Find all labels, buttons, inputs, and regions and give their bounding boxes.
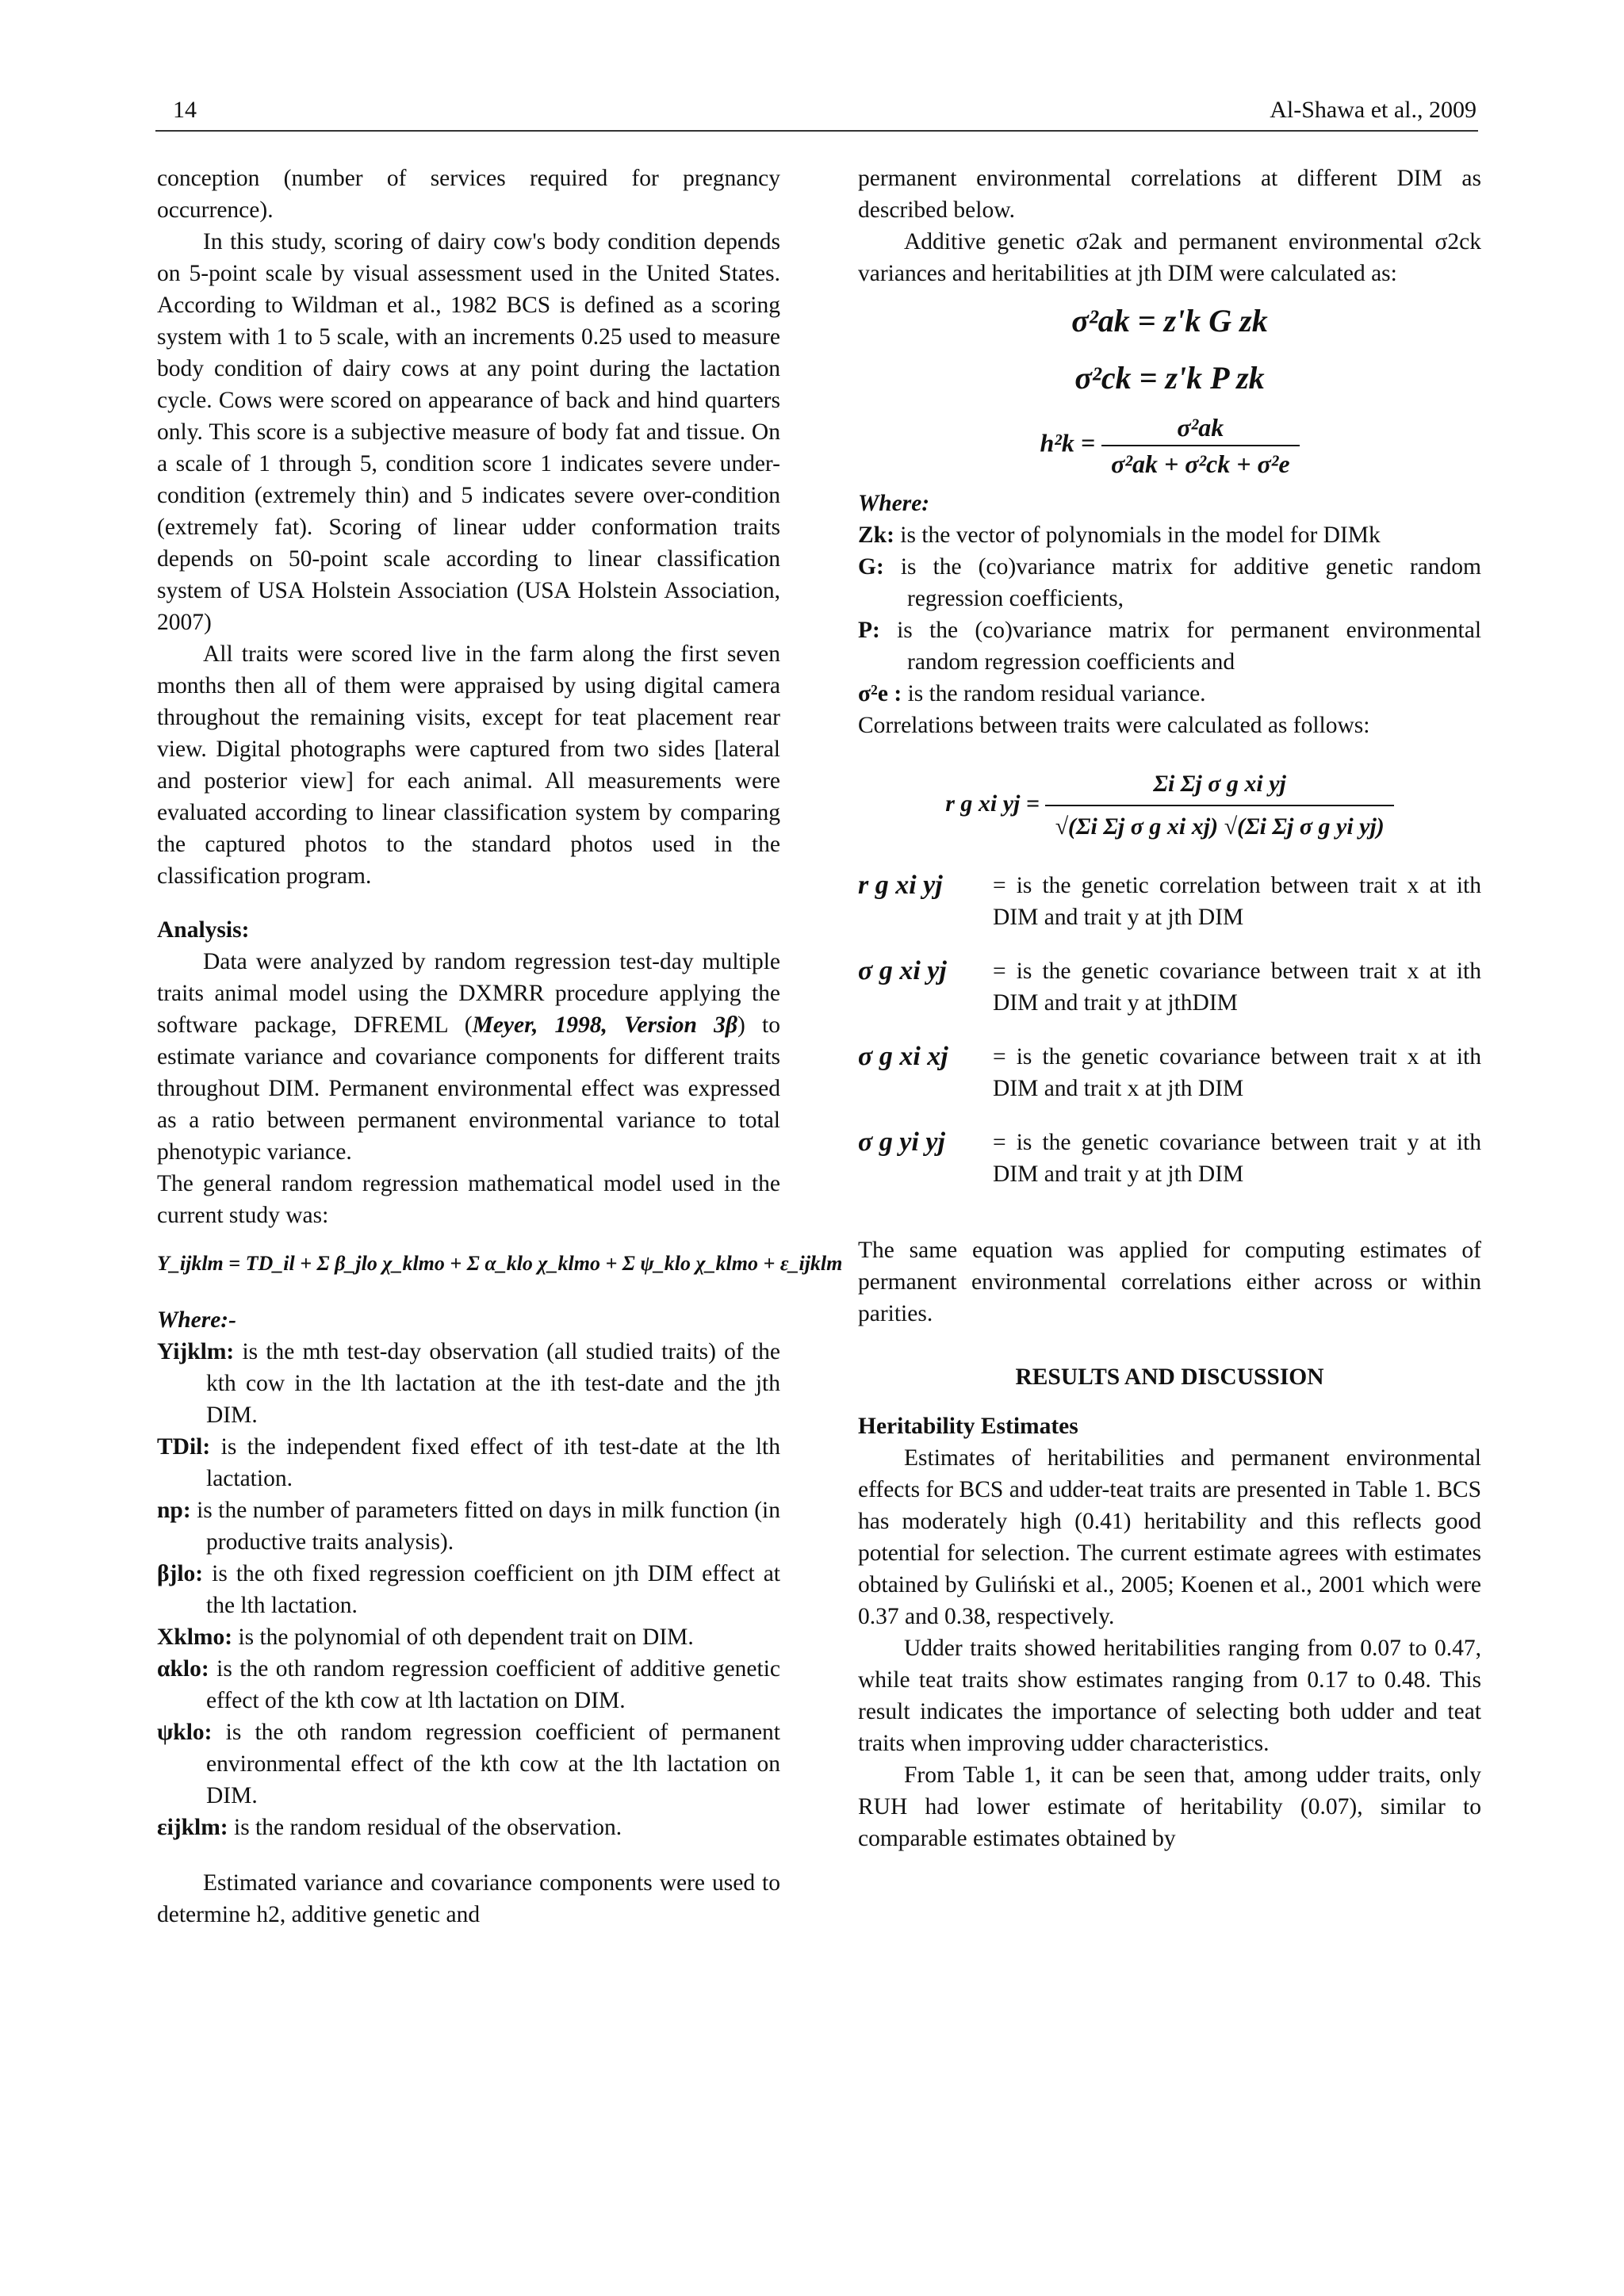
definition-item	[858, 614, 1481, 678]
definition-item	[157, 1653, 780, 1716]
variable-text: = is the genetic covariance between trait y at ith DIM and trait y at jth DIM	[993, 1130, 1481, 1187]
fraction-denominator: σ²ak + σ²ck + σ²e	[1111, 450, 1290, 478]
definition-item	[157, 1431, 780, 1494]
citation: Meyer, 1998, Version 3β	[472, 1012, 738, 1038]
paragraph: The same equation was applied for computing estimates of permanent environmental correlations either across or within parities.	[858, 1238, 1481, 1326]
paragraph: All traits were scored live in the farm along the first seven months then all of them were appraised by using digital camera throughout the remaining visits, except for teat placement rear view. Digital photographs were captured from two sides [lateral and posterior view] for each animal. All measurements were evaluated according to linear classification system by comparing the captured photos to the standard photos used in the classification program.	[157, 641, 780, 889]
heritability-lhs: h²k =	[1040, 428, 1096, 457]
model-equation: Y_ijklm = TD_il + Σ β_jlo χ_klmo + Σ α_klo χ_klmo + Σ ψ_klo χ_klmo + ε_ijklm	[157, 1252, 843, 1275]
variable-definition	[858, 870, 1481, 933]
equation-heritability	[858, 410, 1481, 481]
variable-definition	[858, 955, 1481, 1019]
definition-text: is the independent fixed effect of ith test-date at the lth lactation.	[206, 1434, 781, 1491]
paragraph: From Table 1, it can be seen that, among udder traits, only RUH had lower estimate of heritability (0.07), similar to comparable estimates obtained by	[858, 1762, 1481, 1851]
variable-text: = is the genetic covariance between trait x at ith DIM and trait x at jth DIM	[993, 1044, 1481, 1101]
equation-genetic-variance: σ²ak = z'k G zk	[1071, 303, 1268, 339]
paragraph: Estimated variance and covariance components were used to determine h2, additive genetic and	[157, 1870, 780, 1927]
definition-symbol: αklo:	[157, 1656, 209, 1682]
page-header	[155, 94, 1478, 132]
definition-text: is the vector of polynomials in the model for DIMk	[900, 522, 1381, 548]
definition-item	[858, 519, 1481, 551]
definition-item	[157, 1812, 780, 1843]
variable-symbol: σ g xi yj	[858, 956, 947, 985]
section-heading-analysis: Analysis:	[157, 917, 250, 943]
definition-text: is the (co)variance matrix for permanent environmental random regression coefficients and	[897, 618, 1482, 675]
equation-permanent-variance: σ²ck = z'k P zk	[1074, 360, 1265, 396]
paragraph: Data were analyzed by random regression test-day multiple traits animal model using the DXMRR procedure applying the software package, DFREML (Meyer, 1998, Version 3β) to estimate variance and covariance components for different traits throughout DIM. Permanent environmental effect was expressed as a ratio between permanent environmental variance to total phenotypic variance.	[157, 949, 780, 1165]
paragraph: In this study, scoring of dairy cow's body condition depends on 5-point scale by visual assessment used in the United States. According to Wildman et al., 1982 BCS is defined as a scoring system with 1 to 5 scale, with an increments 0.25 used to measure body condition of dairy cows at any point during the lactation cycle. Cows were scored on appearance of back and hind quarters only. This score is a subjective measure of body fat and tissue. On a scale of 1 through 5, condition score 1 indicates severe under-condition (extremely thin) and 5 indicates severe over-condition (extremely fat). Scoring of linear udder conformation traits depends on 50-point scale according to linear classification system of USA Holstein Association (USA Holstein Association, 2007)	[157, 229, 780, 635]
right-column	[858, 163, 1481, 1854]
definition-item	[157, 1621, 780, 1653]
definition-symbol: Yijklm:	[157, 1339, 235, 1364]
left-column	[157, 163, 843, 1931]
definition-item	[157, 1716, 780, 1812]
variable-text: = is the genetic covariance between trait x at ith DIM and trait y at jthDIM	[993, 959, 1481, 1016]
definition-symbol: TDil:	[157, 1434, 211, 1460]
paragraph: Correlations between traits were calculated as follows:	[858, 713, 1370, 738]
variable-symbol: σ g xi xj	[858, 1042, 948, 1071]
paragraph: permanent environmental correlations at different DIM as described below.	[858, 166, 1481, 223]
definition-list	[858, 519, 1481, 710]
definition-text: is the oth random regression coefficient of permanent environmental effect of the kth cow at the lth lactation on DIM.	[206, 1720, 780, 1808]
paragraph: The general random regression mathematical model used in the current study was:	[157, 1171, 780, 1228]
running-head: Al-Shawa et al., 2009	[1270, 97, 1477, 123]
paragraph: Additive genetic σ2ak and permanent environmental σ2ck variances and heritabilities at jth DIM were calculated as:	[858, 229, 1481, 286]
definition-text: is the random residual of the observation.	[234, 1815, 622, 1840]
definition-symbol: βjlo:	[157, 1561, 204, 1586]
definition-item	[157, 1558, 780, 1621]
definition-item	[157, 1494, 780, 1558]
section-heading-results: RESULTS AND DISCUSSION	[1015, 1364, 1324, 1390]
fraction-numerator: σ²ak	[1101, 410, 1299, 446]
definition-text: is the (co)variance matrix for additive genetic random regression coefficients,	[900, 554, 1481, 611]
fraction-numerator: Σi Σj σ g xi yj	[1045, 763, 1393, 806]
variable-definition	[858, 1127, 1481, 1190]
definition-text: is the mth test-day observation (all studied traits) of the kth cow in the lth lactation at the ith test-date and the jth DIM.	[206, 1339, 780, 1428]
paragraph: Estimates of heritabilities and permanent environmental effects for BCS and udder-teat traits are presented in Table 1. BCS has moderately high (0.41) heritability and this reflects good potential for selection. The current estimate agrees with estimates obtained by Guliński et al., 2005; Koenen et al., 2001 which were 0.37 and 0.38, respectively.	[858, 1445, 1481, 1629]
page-number: 14	[173, 97, 197, 123]
variable-symbol: r g xi yj	[858, 871, 943, 900]
definition-text: is the oth random regression coefficient of additive genetic effect of the kth cow at lth lactation on DIM.	[206, 1656, 781, 1713]
variable-definitions	[858, 870, 1481, 1190]
definition-symbol: G:	[858, 554, 884, 580]
definition-symbol: P:	[858, 618, 880, 643]
definition-symbol: σ²e :	[858, 681, 902, 706]
definition-text: is the number of parameters fitted on days in milk function (in productive traits analysis).	[197, 1498, 780, 1555]
definition-item	[858, 678, 1481, 710]
definition-symbol: εijklm:	[157, 1815, 228, 1840]
paragraph: Udder traits showed heritabilities ranging from 0.07 to 0.47, while teat traits show estimates ranging from 0.17 to 0.48. This result indicates the importance of selecting both udder and teat traits when improving udder characteristics.	[858, 1636, 1481, 1756]
variable-text: = is the genetic correlation between trait x at ith DIM and trait y at jth DIM	[993, 873, 1481, 930]
definition-symbol: Zk:	[858, 522, 894, 548]
definition-item	[858, 551, 1481, 614]
correlation-fraction	[1045, 763, 1393, 848]
definition-text: is the random residual variance.	[907, 681, 1206, 706]
definition-text: is the oth fixed regression coefficient on jth DIM effect at the lth lactation.	[206, 1561, 780, 1618]
variable-definition	[858, 1041, 1481, 1104]
where-label: Where:-	[157, 1307, 236, 1333]
heritability-fraction	[1101, 410, 1299, 481]
paragraph: conception (number of services required for pregnancy occurrence).	[157, 166, 780, 223]
definition-item	[157, 1336, 780, 1431]
definition-symbol: Xklmo:	[157, 1624, 233, 1650]
fraction-denominator: √(Σi Σj σ g xi xj) √(Σi Σj σ g yi yj)	[1055, 813, 1385, 840]
definition-list	[157, 1336, 780, 1843]
definition-symbol: ψklo:	[157, 1720, 213, 1745]
subsection-heading: Heritability Estimates	[858, 1414, 1078, 1439]
definition-text: is the polynomial of oth dependent trait on DIM.	[238, 1624, 694, 1650]
equation-correlation	[858, 763, 1481, 848]
variable-symbol: σ g yi yj	[858, 1127, 945, 1157]
definition-symbol: np:	[157, 1498, 191, 1523]
where-label: Where:	[858, 491, 930, 516]
correlation-lhs: r g xi yj =	[945, 790, 1040, 817]
